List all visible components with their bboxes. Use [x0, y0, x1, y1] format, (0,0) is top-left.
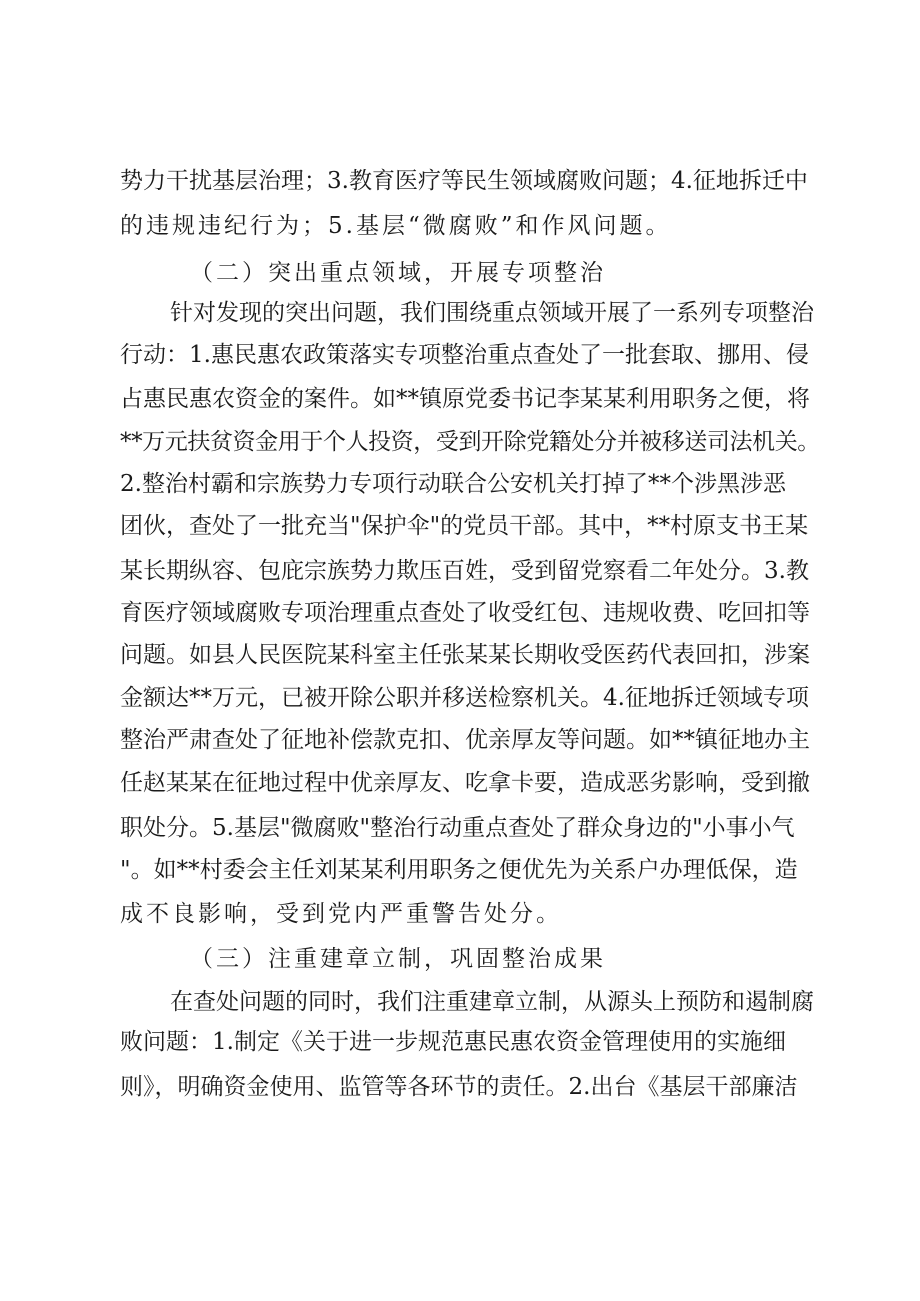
paragraph-line: 职处分。5.基层"微腐败"整治行动重点查处了群众身边的"小事小气 [120, 815, 795, 841]
paragraph-line: 育医疗领域腐败专项治理重点查处了收受红包、违规收费、吃回扣等 [120, 600, 810, 626]
paragraph-line: 的违规违纪行为；5.基层“微腐败”和作风问题。 [120, 213, 672, 239]
paragraph-line: 势力干扰基层治理；3.教育医疗等民生领域腐败问题；4.征地拆迁中 [120, 168, 808, 194]
section-heading-2: （二）突出重点领域，开展专项整治 [190, 260, 606, 286]
paragraph-line: 金额达**万元，已被开除公职并移送检察机关。4.征地拆迁领域专项 [120, 685, 809, 711]
paragraph-line: 问题。如县人民医院某科室主任张某某长期收受医药代表回扣，涉案 [120, 642, 810, 668]
paragraph-line: 针对发现的突出问题，我们围绕重点领域开展了一系列专项整治 [170, 300, 814, 326]
paragraph-line: 团伙，查处了一批充当"保护伞"的党员干部。其中，**村原支书王某 [120, 513, 809, 539]
paragraph-line: 占惠民惠农资金的案件。如**镇原党委书记李某某利用职务之便，将 [120, 386, 810, 412]
section-heading-3: （三）注重建章立制，巩固整治成果 [190, 946, 606, 972]
paragraph-line: 2.整治村霸和宗族势力专项行动联合公安机关打掉了**个涉黑涉恶 [120, 471, 786, 497]
paragraph-line: 任赵某某在征地过程中优亲厚友、吃拿卡要，造成恶劣影响，受到撤 [120, 770, 810, 796]
paragraph-line: 行动：1.惠民惠农政策落实专项整治重点查处了一批套取、挪用、侵 [120, 342, 809, 368]
paragraph-line: 某长期纵容、包庇宗族势力欺压百姓，受到留党察看二年处分。3.教 [120, 558, 809, 584]
paragraph-line: 则》，明确资金使用、监管等各环节的责任。2.出台《基层干部廉洁 [120, 1074, 798, 1100]
paragraph-line: 整治严肃查处了征地补偿款克扣、优亲厚友等问题。如**镇征地办主 [120, 727, 810, 753]
paragraph-line: 败问题：1.制定《关于进一步规范惠民惠农资金管理使用的实施细 [120, 1029, 786, 1055]
paragraph-line: "。如**村委会主任刘某某利用职务之便优先为关系户办理低保，造 [120, 857, 798, 883]
paragraph-line: 在查处问题的同时，我们注重建章立制，从源头上预防和遏制腐 [170, 989, 814, 1015]
paragraph-line: 成不良影响，受到党内严重警告处分。 [120, 901, 562, 927]
paragraph-line: **万元扶贫资金用于个人投资，受到开除党籍处分并被移送司法机关。 [120, 429, 820, 455]
